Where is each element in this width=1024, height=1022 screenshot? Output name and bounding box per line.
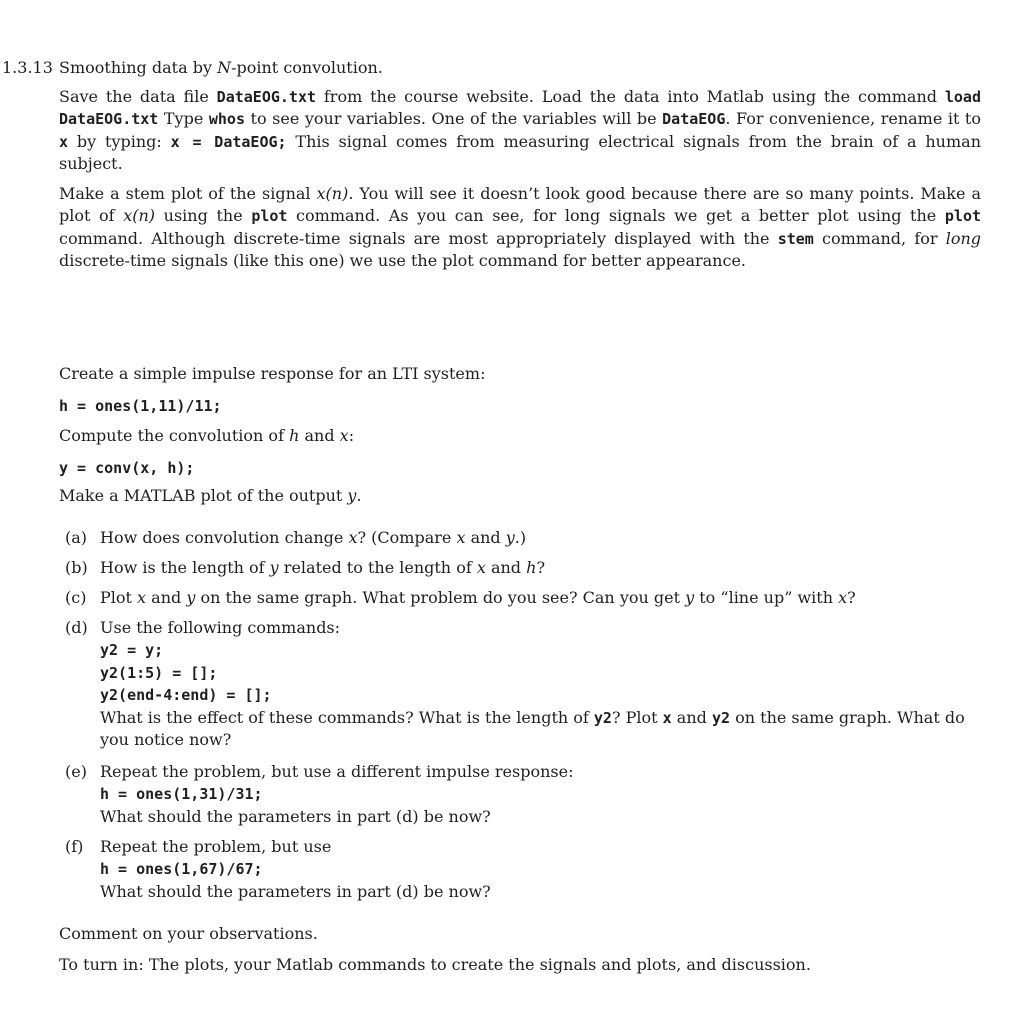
p1-code-x: x xyxy=(59,132,69,151)
p2-math-2: x(n) xyxy=(123,206,156,226)
item-b-text-2: related to the length of xyxy=(278,558,477,577)
make-suffix: . xyxy=(356,486,362,505)
p2-code-plot-2: plot xyxy=(944,207,982,226)
p1-code-load: load DataEOG.txt xyxy=(59,88,981,129)
p1-code-assign: x = DataEOG; xyxy=(170,132,287,151)
compute-prefix: Compute the convolution of xyxy=(59,426,290,445)
item-d-intro: Use the following commands: xyxy=(100,618,341,637)
item-f-intro: Repeat the problem, but use xyxy=(100,837,332,856)
item-f-code: h = ones(1,67)/67; xyxy=(100,860,263,879)
item-c-var-3: y xyxy=(685,588,695,607)
code-conv: y = conv(x, h); xyxy=(59,459,195,477)
item-a-text-4: .) xyxy=(514,528,527,547)
list-item-d xyxy=(59,617,981,751)
section-title-suffix: -point convolution. xyxy=(231,58,383,77)
item-d-q-3: and xyxy=(671,707,712,727)
item-d-code-y2-b: y2 xyxy=(711,708,731,727)
item-f-question: What should the parameters in part (d) be now? xyxy=(100,881,491,901)
p1-text-3: Type xyxy=(158,109,209,129)
p2-text-7: discrete-time signals (like this one) we use the plot command for better appearance. xyxy=(59,251,746,271)
turn-in-line: To turn in: The plots, your Matlab commands to create the signals and plots, and discussion. xyxy=(59,955,811,974)
intro-make-plot xyxy=(59,485,362,507)
p1-text-4: to see your variables. One of the variables will be xyxy=(244,109,663,129)
paragraph-stem-plot xyxy=(59,183,981,273)
item-c-text-1: Plot xyxy=(100,588,138,607)
p1-text-1: Save the data file xyxy=(59,87,217,106)
code-h-11: h = ones(1,11)/11; xyxy=(59,397,222,415)
item-b-text-3: and xyxy=(485,558,527,577)
item-d-code-y2-a: y2 xyxy=(593,708,612,727)
p2-math-1: x(n) xyxy=(316,184,349,203)
item-f-label: (f) xyxy=(65,837,84,856)
list-item-a xyxy=(59,527,981,549)
item-c-label: (c) xyxy=(65,588,87,607)
item-b-text-1: How is the length of xyxy=(100,558,270,577)
item-d-code-3: y2(end-4:end) = []; xyxy=(100,686,272,705)
compute-h: h xyxy=(289,426,300,445)
item-c-text-2: and xyxy=(146,588,187,607)
comment-line: Comment on your observations. xyxy=(59,924,318,943)
section-title xyxy=(59,57,383,79)
item-d-q-2: ? Plot xyxy=(611,707,663,727)
p1-code-filename: DataEOG.txt xyxy=(216,88,317,106)
item-d-question xyxy=(100,707,981,752)
make-prefix: Make a MATLAB plot of the output xyxy=(59,486,348,505)
item-c-text-3: on the same graph. What problem do you see? Can you get xyxy=(195,588,686,607)
item-b-var-2: x xyxy=(476,558,486,577)
intro-create: Create a simple impulse response for an LTI system: xyxy=(59,364,486,383)
list-item-f xyxy=(59,836,981,903)
item-e-intro: Repeat the problem, but use a different impulse response: xyxy=(100,762,574,781)
item-a-text-1: How does convolution change xyxy=(100,528,349,547)
p2-emph-long: long xyxy=(945,228,982,248)
item-e-code: h = ones(1,31)/31; xyxy=(100,785,263,804)
item-a-var-3: y xyxy=(505,528,515,547)
p2-text-3: using the xyxy=(155,206,252,226)
list-item-c xyxy=(59,587,981,609)
item-a-label: (a) xyxy=(65,528,88,547)
compute-mid: and xyxy=(299,426,340,445)
item-c-text-5: ? xyxy=(847,588,856,607)
paragraph-load-data xyxy=(59,86,981,176)
item-b-var-3: h xyxy=(526,558,537,577)
p1-text-5: . For convenience, rename it to xyxy=(725,109,981,129)
item-e-question: What should the parameters in part (d) be now? xyxy=(100,806,491,826)
item-d-code-x: x xyxy=(662,708,672,727)
p1-text-2: from the course website. Load the data into Matlab using the command xyxy=(316,87,945,106)
p1-code-whos: whos xyxy=(208,110,245,129)
item-a-var-2: x xyxy=(456,528,466,547)
section-title-var: N xyxy=(217,58,232,77)
compute-x: x xyxy=(339,426,349,445)
item-c-text-4: to “line up” with xyxy=(694,588,839,607)
make-y: y xyxy=(347,486,357,505)
p2-text-2: . You will see it doesn’t look good because there are so many points. Make a plot of xyxy=(59,184,982,226)
item-b-var-1: y xyxy=(269,558,279,577)
p2-text-1: Make a stem plot of the signal xyxy=(59,184,317,203)
item-d-code-2: y2(1:5) = []; xyxy=(100,663,218,682)
p2-text-4: command. As you can see, for long signals we get a better plot using the xyxy=(287,206,945,226)
p1-text-6: by typing: xyxy=(68,131,171,151)
compute-suffix: : xyxy=(348,426,355,445)
p2-text-6: command, for xyxy=(813,228,946,248)
item-a-text-2: ? (Compare xyxy=(357,528,457,547)
item-d-q-1: What is the effect of these commands? What is the length of xyxy=(100,707,594,727)
p2-text-5: command. Although discrete-time signals are most appropriately displayed with the xyxy=(59,228,778,248)
item-d-label: (d) xyxy=(65,618,88,637)
item-c-var-2: y xyxy=(186,588,196,607)
intro-compute xyxy=(59,425,354,447)
section-title-prefix: Smoothing data by xyxy=(59,58,218,77)
item-c-var-4: x xyxy=(838,588,848,607)
item-e-label: (e) xyxy=(65,762,87,781)
section-number: 1.3.13 xyxy=(2,58,53,77)
p2-code-plot-1: plot xyxy=(251,207,288,226)
list-item-b xyxy=(59,557,981,579)
item-d-code-1: y2 = y; xyxy=(100,641,164,660)
p2-code-stem: stem xyxy=(777,229,814,248)
p1-code-var: DataEOG xyxy=(662,110,726,129)
item-c-var-1: x xyxy=(137,588,147,607)
item-b-text-4: ? xyxy=(536,558,546,577)
item-a-var-1: x xyxy=(348,528,358,547)
p1-text-7: This signal comes from measuring electrical signals from the brain of a human subject. xyxy=(59,131,981,174)
item-d-q-4: on the same graph. What do you notice now? xyxy=(100,707,965,750)
item-b-label: (b) xyxy=(65,558,88,577)
item-a-text-3: and xyxy=(465,528,506,547)
list-item-e xyxy=(59,761,981,828)
